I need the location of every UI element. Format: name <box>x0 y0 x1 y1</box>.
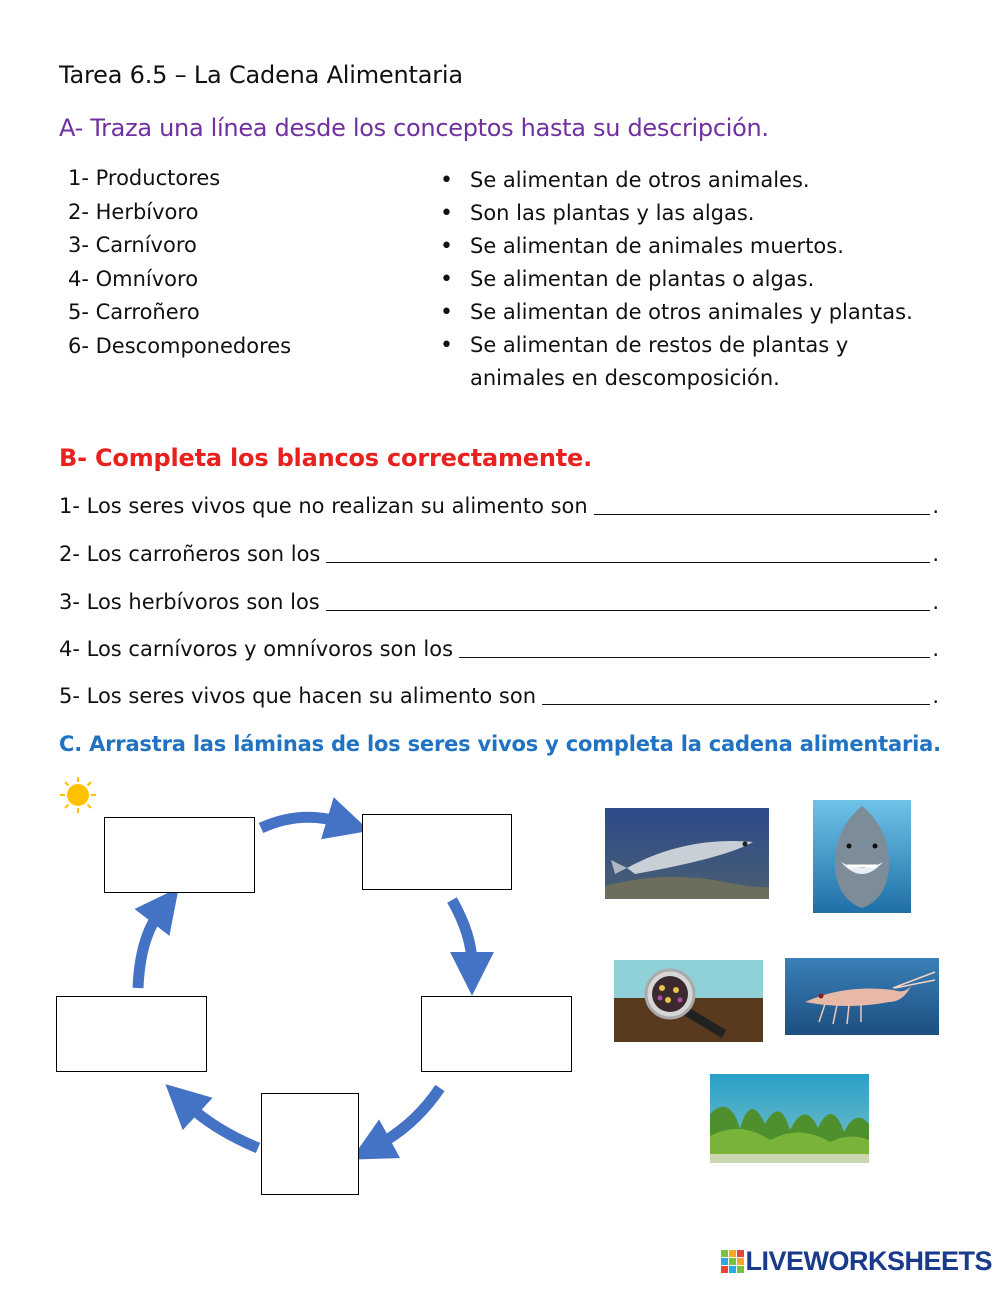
fill-blank-text: 4- Los carnívoros y omnívoros son los <box>59 637 454 661</box>
fill-blank-text: 5- Los seres vivos que hacen su alimento son <box>59 684 537 708</box>
period: . <box>932 494 939 518</box>
drop-box[interactable] <box>56 996 207 1072</box>
section-b-heading: B- Completa los blancos correctamente. <box>59 444 593 472</box>
fill-blank-text: 2- Los carroñeros son los <box>59 542 321 566</box>
description-item[interactable]: • Se alimentan de animales muertos. <box>440 230 930 263</box>
period: . <box>932 684 939 708</box>
concept-item[interactable]: 5- Carroñero <box>68 300 200 324</box>
fill-blank-text: 1- Los seres vivos que no realizan su alimento son <box>59 494 588 518</box>
decomposer-card[interactable] <box>614 960 763 1042</box>
concept-item[interactable]: 4- Omnívoro <box>68 266 199 291</box>
curved-arrow-icon <box>188 1105 258 1148</box>
section-a-heading: A- Traza una línea desde los conceptos hasta su descripción. <box>59 114 769 142</box>
answer-blank[interactable] <box>326 542 930 563</box>
fill-blank-row <box>59 590 939 615</box>
curved-arrow-icon <box>138 912 160 988</box>
description-item[interactable]: • Se alimentan de restos de plantas y animales en descomposición. <box>440 329 930 395</box>
logo-text: LIVEWORKSHEETS <box>745 1246 992 1276</box>
answer-blank[interactable] <box>594 494 931 515</box>
description-item[interactable]: • Se alimentan de otros animales. <box>440 164 930 197</box>
period: . <box>932 590 939 614</box>
curved-arrow-icon <box>452 900 472 965</box>
description-item[interactable]: • Son las plantas y las algas. <box>440 197 930 230</box>
concept-list <box>68 162 291 363</box>
drop-box[interactable] <box>261 1093 359 1195</box>
fill-blank-text: 3- Los herbívoros son los <box>59 590 320 614</box>
description-item[interactable]: • Se alimentan de plantas o algas. <box>440 263 930 296</box>
answer-blank[interactable] <box>542 684 930 705</box>
fill-blank-row <box>59 684 939 709</box>
liveworksheets-logo <box>721 1246 992 1277</box>
drop-box[interactable] <box>362 814 512 890</box>
fill-blank-row <box>59 542 939 567</box>
drop-box[interactable] <box>104 817 255 893</box>
logo-icon <box>721 1250 745 1274</box>
page-title: Tarea 6.5 – La Cadena Alimentaria <box>59 61 463 89</box>
krill-card[interactable] <box>785 958 939 1035</box>
fill-blank-row <box>59 494 939 519</box>
description-item[interactable]: • Se alimentan de otros animales y plantas. <box>440 296 930 329</box>
description-list <box>440 164 930 395</box>
concept-item[interactable]: 3- Carnívoro <box>68 233 197 257</box>
answer-blank[interactable] <box>459 637 930 658</box>
curved-arrow-icon <box>378 1088 440 1145</box>
concept-item[interactable]: 2- Herbívoro <box>68 199 199 224</box>
fish-card[interactable] <box>605 808 769 899</box>
concept-item[interactable]: 6- Descomponedores <box>68 333 292 358</box>
shark-card[interactable] <box>813 800 911 913</box>
period: . <box>932 542 939 566</box>
seagrass-card[interactable] <box>710 1074 869 1163</box>
section-c-heading: C. Arrastra las láminas de los seres vivos y completa la cadena alimentaria. <box>59 732 941 756</box>
period: . <box>932 637 939 661</box>
fill-blank-row <box>59 637 939 662</box>
answer-blank[interactable] <box>326 590 931 611</box>
concept-item[interactable]: 1- Productores <box>68 166 221 190</box>
drop-box[interactable] <box>421 996 572 1072</box>
curved-arrow-icon <box>261 817 340 828</box>
